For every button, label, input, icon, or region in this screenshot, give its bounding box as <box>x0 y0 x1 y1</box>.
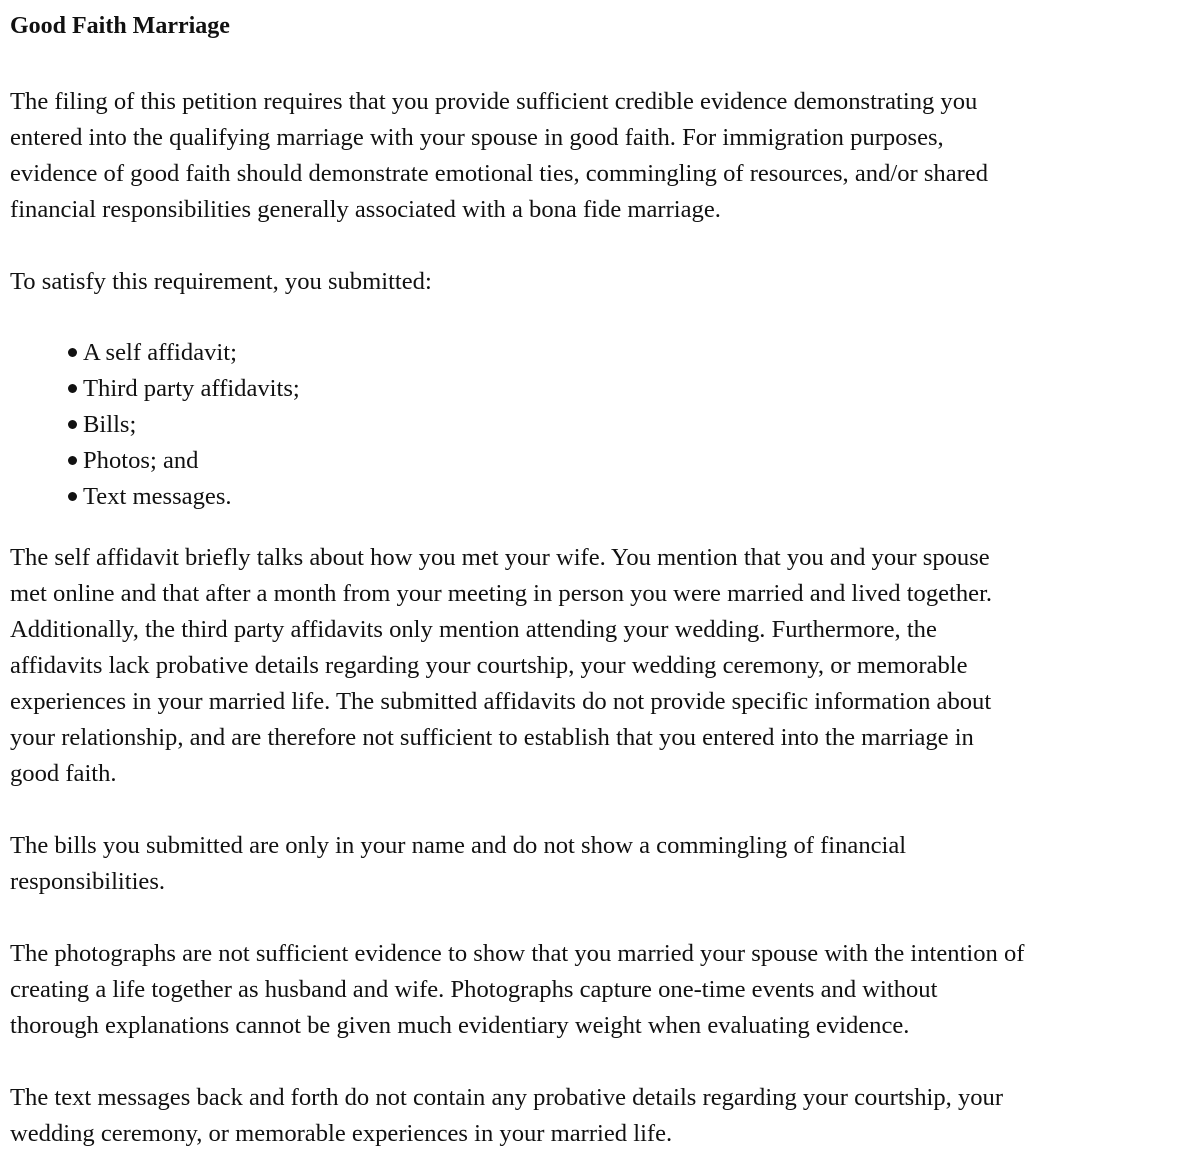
paragraph-line: responsibilities. <box>10 868 166 895</box>
list-item-text: Bills; <box>83 411 137 438</box>
list-item-text: A self affidavit; <box>83 339 237 366</box>
paragraph-line: met online and that after a month from your meeting in person you were married and lived together. <box>10 580 993 607</box>
document-title: Good Faith Marriage <box>10 13 230 39</box>
list-item <box>68 371 300 407</box>
paragraph-line: The bills you submitted are only in your name and do not show a commingling of financial <box>10 832 907 859</box>
paragraph-line: The photographs are not sufficient evidence to show that you married your spouse with the intention of <box>10 940 1025 967</box>
bullet-icon <box>68 456 77 465</box>
list-item-text: Photos; and <box>83 447 199 474</box>
affidavit-paragraph <box>10 540 1180 792</box>
paragraph-line: creating a life together as husband and wife. Photographs capture one-time events and without <box>10 976 938 1003</box>
paragraph-line: thorough explanations cannot be given much evidentiary weight when evaluating evidence. <box>10 1012 910 1039</box>
list-item-text: Third party affidavits; <box>83 375 300 402</box>
text-messages-paragraph <box>10 1080 1180 1152</box>
bullet-icon <box>68 384 77 393</box>
paragraph-line: The text messages back and forth do not contain any probative details regarding your courtship, your <box>10 1084 1004 1111</box>
evidence-list <box>68 335 300 515</box>
paragraph-line: good faith. <box>10 760 117 787</box>
paragraph-line: The filing of this petition requires that you provide sufficient credible evidence demonstrating you <box>10 88 978 115</box>
list-item <box>68 479 300 515</box>
paragraph-line: your relationship, and are therefore not sufficient to establish that you entered into the marriage in <box>10 724 974 751</box>
bills-paragraph <box>10 828 1180 900</box>
list-item <box>68 335 300 371</box>
paragraph-line: To satisfy this requirement, you submitted: <box>10 268 432 295</box>
paragraph-line: wedding ceremony, or memorable experiences in your married life. <box>10 1120 673 1147</box>
intro-paragraph <box>10 84 1180 228</box>
paragraph-line: experiences in your married life. The submitted affidavits do not provide specific information about <box>10 688 992 715</box>
photos-paragraph <box>10 936 1180 1044</box>
bullet-icon <box>68 420 77 429</box>
paragraph-line: Additionally, the third party affidavits only mention attending your wedding. Furthermore, the <box>10 616 937 643</box>
list-item <box>68 407 300 443</box>
paragraph-line: entered into the qualifying marriage with your spouse in good faith. For immigration purposes, <box>10 124 944 151</box>
paragraph-line: affidavits lack probative details regarding your courtship, your wedding ceremony, or memorable <box>10 652 968 679</box>
paragraph-line: financial responsibilities generally associated with a bona fide marriage. <box>10 196 721 223</box>
submitted-intro-paragraph <box>10 264 1180 300</box>
paragraph-line: evidence of good faith should demonstrate emotional ties, commingling of resources, and/or shared <box>10 160 989 187</box>
bullet-icon <box>68 348 77 357</box>
list-item-text: Text messages. <box>83 483 232 510</box>
list-item <box>68 443 300 479</box>
bullet-icon <box>68 492 77 501</box>
paragraph-line: The self affidavit briefly talks about how you met your wife. You mention that you and your spouse <box>10 544 990 571</box>
